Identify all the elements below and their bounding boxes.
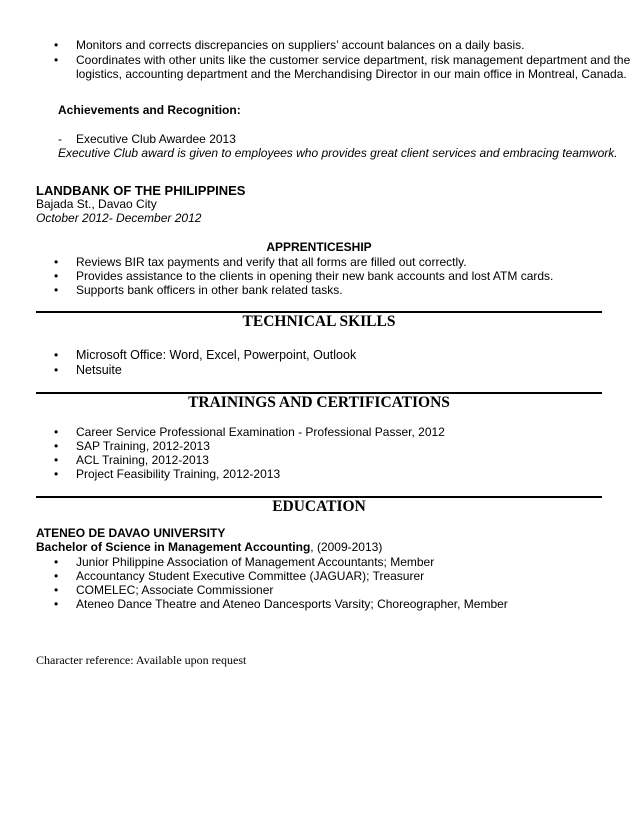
character-reference: Character reference: Available upon request — [36, 653, 247, 667]
list-item: Career Service Professional Examination - Professional Passer, 2012 — [76, 425, 445, 439]
list-item: Netsuite — [76, 363, 122, 377]
bullet-icon — [54, 269, 68, 284]
list-item-continuation: logistics, accounting department and the Merchandising Director in our main office in Montreal, Canada. — [76, 67, 627, 81]
job-role: APPRENTICESHIP — [266, 240, 372, 254]
bullet-icon — [54, 425, 68, 440]
section-title: EDUCATION — [272, 498, 366, 515]
list-item: Microsoft Office: Word, Excel, Powerpoint, Outlook — [76, 348, 357, 362]
bullet-icon — [54, 363, 68, 378]
bullet-icon — [54, 453, 68, 468]
bullet-icon — [54, 53, 68, 68]
bullet-icon — [54, 467, 68, 482]
list-item: Reviews BIR tax payments and verify that all forms are filled out correctly. — [76, 255, 467, 269]
achievement-note: Executive Club award is given to employees who provides great client services and embracing teamwork. — [58, 146, 618, 160]
section-title: TRAININGS AND CERTIFICATIONS — [188, 394, 450, 411]
employer-name: LANDBANK OF THE PHILIPPINES — [36, 183, 246, 198]
bullet-icon — [54, 583, 68, 598]
list-item: ACL Training, 2012-2013 — [76, 453, 209, 467]
bullet-icon — [54, 38, 68, 53]
employment-period: October 2012- December 2012 — [36, 211, 202, 225]
section-title: TECHNICAL SKILLS — [242, 313, 396, 330]
bullet-icon — [54, 255, 68, 270]
bullet-icon — [54, 348, 68, 363]
degree-years: , (2009-2013) — [310, 540, 383, 554]
list-item: Junior Philippine Association of Management Accountants; Member — [76, 555, 435, 569]
achievements-heading: Achievements and Recognition: — [58, 103, 241, 117]
list-item: COMELEC; Associate Commissioner — [76, 583, 274, 597]
list-item: Project Feasibility Training, 2012-2013 — [76, 467, 281, 481]
bullet-icon — [54, 439, 68, 454]
bullet-icon — [54, 283, 68, 298]
list-item: Monitors and corrects discrepancies on suppliers’ account balances on a daily basis. — [76, 38, 525, 52]
bullet-icon — [54, 569, 68, 584]
list-item: Provides assistance to the clients in opening their new bank accounts and lost ATM cards. — [76, 269, 554, 283]
list-item: Accountancy Student Executive Committee (JAGUAR); Treasurer — [76, 569, 425, 583]
list-item: Coordinates with other units like the customer service department, risk management department and the — [76, 53, 631, 67]
list-item: Supports bank officers in other bank related tasks. — [76, 283, 343, 297]
degree-line — [36, 540, 382, 555]
list-item: SAP Training, 2012-2013 — [76, 439, 210, 453]
school-name: ATENEO DE DAVAO UNIVERSITY — [36, 526, 226, 540]
bullet-icon — [54, 597, 68, 612]
achievement-item: Executive Club Awardee 2013 — [76, 132, 236, 146]
bullet-icon — [54, 555, 68, 570]
degree-name: Bachelor of Science in Management Accounting — [36, 540, 311, 554]
dash-icon: - — [58, 132, 62, 146]
employer-address: Bajada St., Davao City — [36, 197, 157, 211]
list-item: Ateneo Dance Theatre and Ateneo Dancesports Varsity; Choreographer, Member — [76, 597, 508, 611]
